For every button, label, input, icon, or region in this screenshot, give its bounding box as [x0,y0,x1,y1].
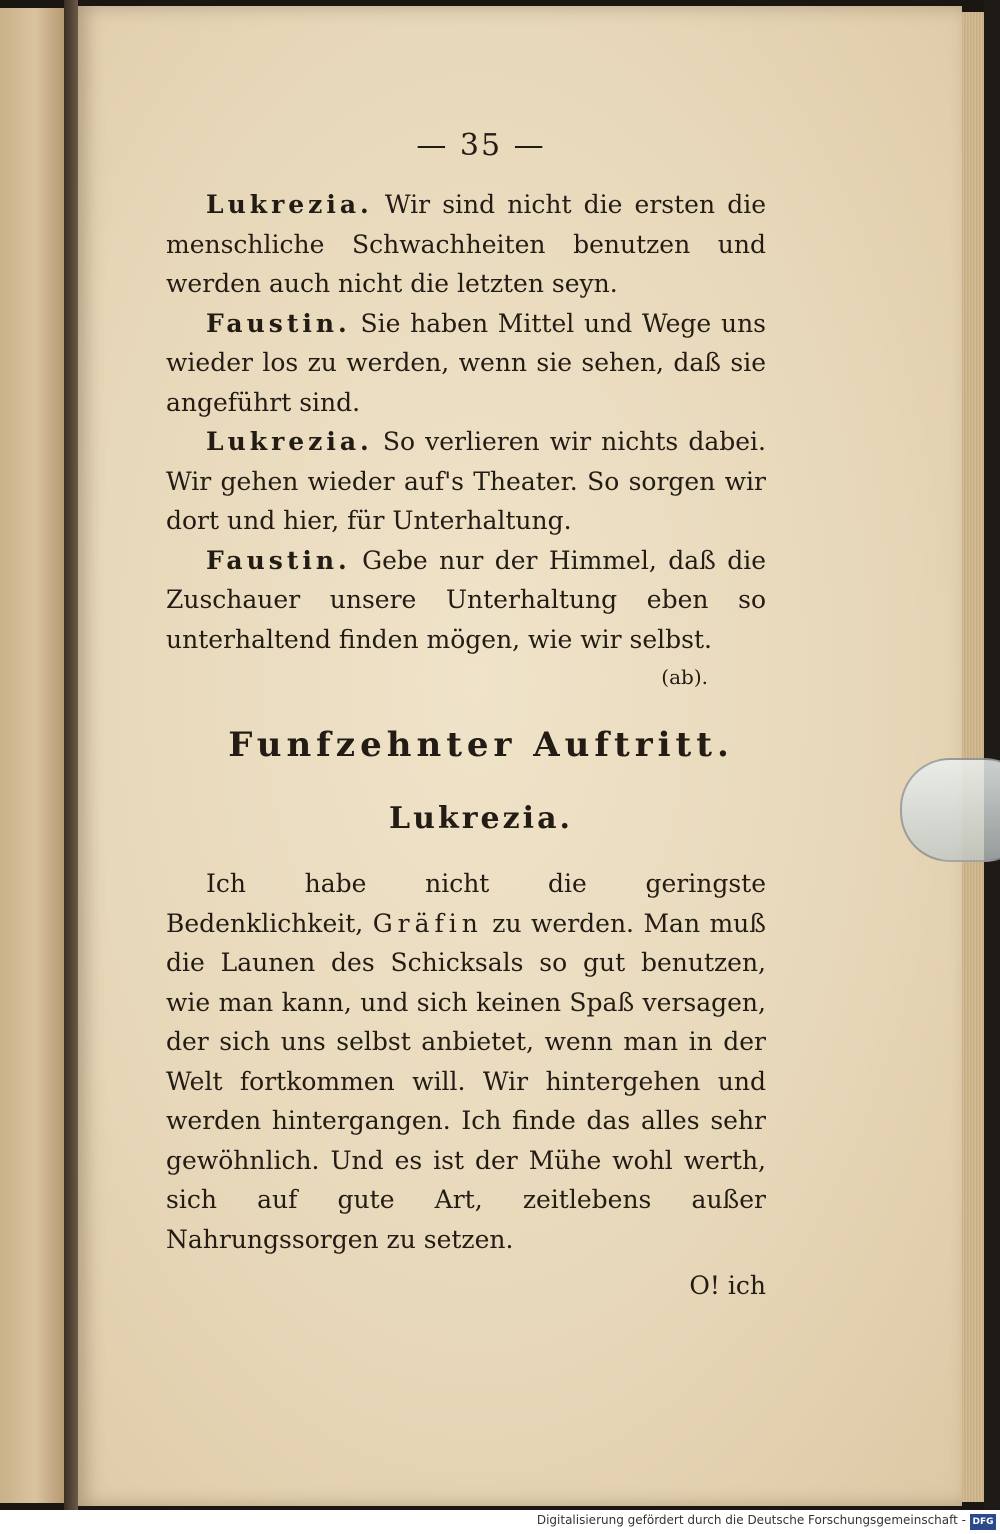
speaker-name: Faustin. [206,545,351,575]
scene-speaker: Lukrezia. [389,801,573,836]
stage-direction: (ab). [661,665,708,689]
speaker-name: Lukrezia. [206,427,373,456]
catchword: O! ich [689,1271,766,1300]
digitization-credit: Digitalisierung gefördert durch die Deutsche Forschungsgemeinschaft - [536,1513,966,1527]
scene-heading: Funfzehnter Auftritt. [228,725,734,765]
dialogue-paragraph [166,422,766,541]
speaker-name: Lukrezia. [206,190,373,219]
dialogue-text: Sie haben Mittel und Wege uns wieder los zu werden, wenn sie sehen, daß sie angeführt sind. [166,308,766,417]
previous-page-edge [0,8,66,1503]
glass-page-clip [900,758,1000,862]
dialogue-paragraph [166,541,766,660]
page-edges [962,12,984,1502]
dialogue-text: So verlieren wir nichts dabei. Wir gehen wieder auf's Theater. So sorgen wir dort und hier, für Unterhaltung. [166,427,766,535]
page-content [166,128,766,1300]
monologue-text: zu werden. Man muß die Launen des Schicksals so gut benutzen, wie man kann, und sich keinen Spaß versagen, der sich uns selbst anbietet, wenn man in der Welt fortkommen will. Wir hintergehen und werden hintergangen. Ich finde das alles sehr gewöhnlich. Und es ist der Mühe wohl werth, sich auf gute Art, zeitlebens außer Nahrungssorgen zu setzen. [166,908,766,1254]
monologue-paragraph [166,864,766,1259]
speaker-name: Faustin. [206,308,351,338]
dialogue-paragraph [166,185,766,304]
dialogue-paragraph [166,304,766,423]
emphasized-word: Gräfin [372,908,483,938]
dfg-logo: DFG [970,1514,996,1530]
dialogue-text: Gebe nur der Himmel, daß die Zuschauer unsere Unterhaltung eben so unterhaltend finden mögen, wie wir selbst. [166,545,766,654]
page-number: — 35 — [416,128,546,163]
book-gutter [64,0,78,1510]
dialogue-text: Wir sind nicht die ersten die menschliche Schwachheiten benutzen und werden auch nicht die letzten seyn. [166,190,766,298]
monologue-text: Ich habe nicht die geringste Bedenklichkeit, [166,869,766,938]
